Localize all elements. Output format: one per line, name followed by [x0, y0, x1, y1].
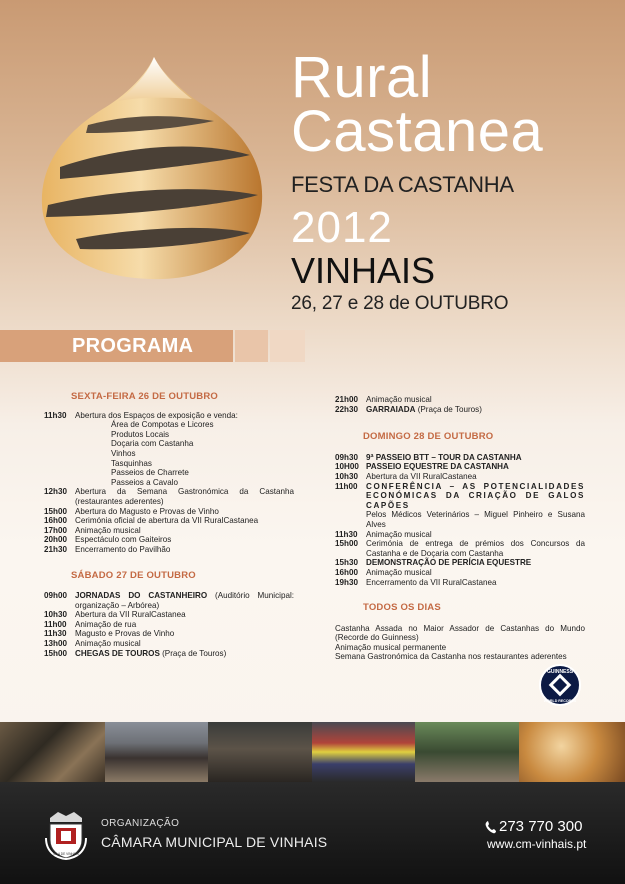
todos-line: Semana Gastronómica da Castanha nos restaurantes aderentes	[335, 652, 567, 662]
schedule-item: 20h00 Espectáculo com Gaiteiros	[44, 535, 172, 545]
schedule-item: 10H00 PASSEIO EQUESTRE DA CASTANHA	[335, 462, 509, 472]
subitem: Área de Compotas e Licores	[111, 420, 214, 430]
phone-number[interactable]: 273 770 300	[499, 818, 583, 835]
schedule-item: 16h00 Cerimónia oficial de abertura da VII RuralCastanea	[44, 516, 259, 526]
schedule-item: 16h00 Animação musical	[335, 567, 432, 577]
photo-chestnut-sweets	[519, 722, 625, 782]
chestnut-spiral-emblem	[36, 55, 268, 285]
schedule-item: 21h30 Encerramento do Pavilhão	[44, 544, 171, 554]
phone-icon	[485, 820, 497, 834]
guinness-bottom-text: WORLD RECORDS	[543, 699, 577, 703]
schedule-item: 11h00 Animação de rua	[44, 619, 137, 629]
schedule-item: 13h00 Animação musical	[44, 639, 141, 649]
schedule-item: 15h30 DEMONSTRAÇÃO DE PERÍCIA EQUESTRE	[335, 558, 532, 568]
festa-subtitle: FESTA DA CASTANHA	[291, 172, 514, 197]
photo-chestnut-roasting	[0, 722, 105, 782]
schedule-item: 10h30 Abertura da VII RuralCastanea	[335, 471, 477, 481]
schedule-item: 11h30 Abertura dos Espaços de exposição e venda:	[44, 410, 238, 420]
schedule-note: Pelos Médicos Veterinários – Miguel Pinheiro e Susana Alves	[366, 510, 585, 529]
schedule-item: 10h30 Abertura da VII RuralCastanea	[44, 610, 186, 620]
guinness-top-text: GUINNESS	[546, 669, 574, 675]
programa-band	[0, 330, 305, 362]
schedule-item: 15h00 Abertura do Magusto e Provas de Vinho	[44, 506, 219, 516]
subitem: Doçaria com Castanha	[111, 439, 194, 449]
vinhais-crest-icon	[42, 808, 90, 860]
left-column	[44, 392, 294, 658]
website-link[interactable]: www.cm-vinhais.pt	[487, 837, 587, 851]
todos-line: Castanha Assada no Maior Assador de Castanhas do Mundo (Recorde do Guinness)	[335, 623, 585, 643]
title-castanea: Castanea	[291, 99, 544, 164]
schedule-item: 11h00 CONFERÊNCIA – AS POTENCIALIDADES ECONÓMICAS DA CRIAÇÃO DE GALOS CAPÕES	[335, 481, 585, 510]
programa-label: PROGRAMA	[72, 335, 194, 357]
subitem: Passeios de Charrete	[111, 468, 189, 478]
schedule-item: 19h30 Encerramento da VII RuralCastanea	[335, 577, 497, 587]
photo-bull-fight	[105, 722, 208, 782]
todos-line: Animação musical permanente	[335, 642, 447, 652]
schedule-item: 17h00 Animação musical	[44, 525, 141, 535]
schedule-item: 15h00 CHEGAS DE TOUROS (Praça de Touros)	[44, 648, 227, 658]
subitem: Vinhos	[111, 448, 136, 458]
subitem: Passeios a Cavalo	[111, 477, 179, 487]
schedule-item: 09h30 9ª PASSEIO BTT – TOUR DA CASTANHA	[335, 452, 522, 462]
right-column	[335, 395, 585, 662]
organizer-name: CÂMARA MUNICIPAL DE VINHAIS	[101, 834, 328, 850]
event-year: 2012	[291, 203, 393, 252]
crest-text: VILA DE VINHAIS	[53, 852, 79, 856]
schedule-item: 22h30 GARRAIADA (Praça de Touros)	[335, 404, 482, 414]
schedule-item: 21h00 Animação musical	[335, 395, 432, 404]
schedule-item: 12h30 Abertura da Semana Gastronómica da Castanha (restaurantes aderentes)	[44, 487, 294, 506]
schedule-item: 11h30 Magusto e Provas de Vinho	[44, 629, 175, 639]
todos-heading: TODOS OS DIAS	[363, 602, 441, 614]
photo-strip	[0, 722, 625, 782]
title-rural: Rural	[291, 45, 433, 110]
event-city: VINHAIS	[291, 250, 436, 291]
photo-crowd	[208, 722, 312, 782]
photo-horse-carriage	[415, 722, 519, 782]
event-dates: 26, 27 e 28 de OUTUBRO	[291, 293, 509, 314]
organizer-label: ORGANIZAÇÃO	[101, 818, 180, 829]
photo-bike-tour	[312, 722, 415, 782]
schedule-item: 09h00 JORNADAS DO CASTANHEIRO (Auditório Municipal: organização – Arbórea)	[44, 591, 294, 610]
schedule-item: 15h00 Cerimónia de entrega de prémios dos Concursos da Castanha e de Doçaria com Castanha	[335, 539, 585, 558]
subitem: Tasquinhas	[111, 458, 152, 468]
subitem: Produtos Locais	[111, 429, 170, 439]
friday-heading: SEXTA-FEIRA 26 DE OUTUBRO	[71, 391, 218, 402]
guinness-world-records-logo	[535, 664, 585, 706]
sunday-heading: DOMINGO 28 DE OUTUBRO	[363, 431, 494, 443]
schedule-item: 11h30 Animação musical	[335, 529, 432, 539]
saturday-heading: SÁBADO 27 DE OUTUBRO	[71, 569, 196, 581]
